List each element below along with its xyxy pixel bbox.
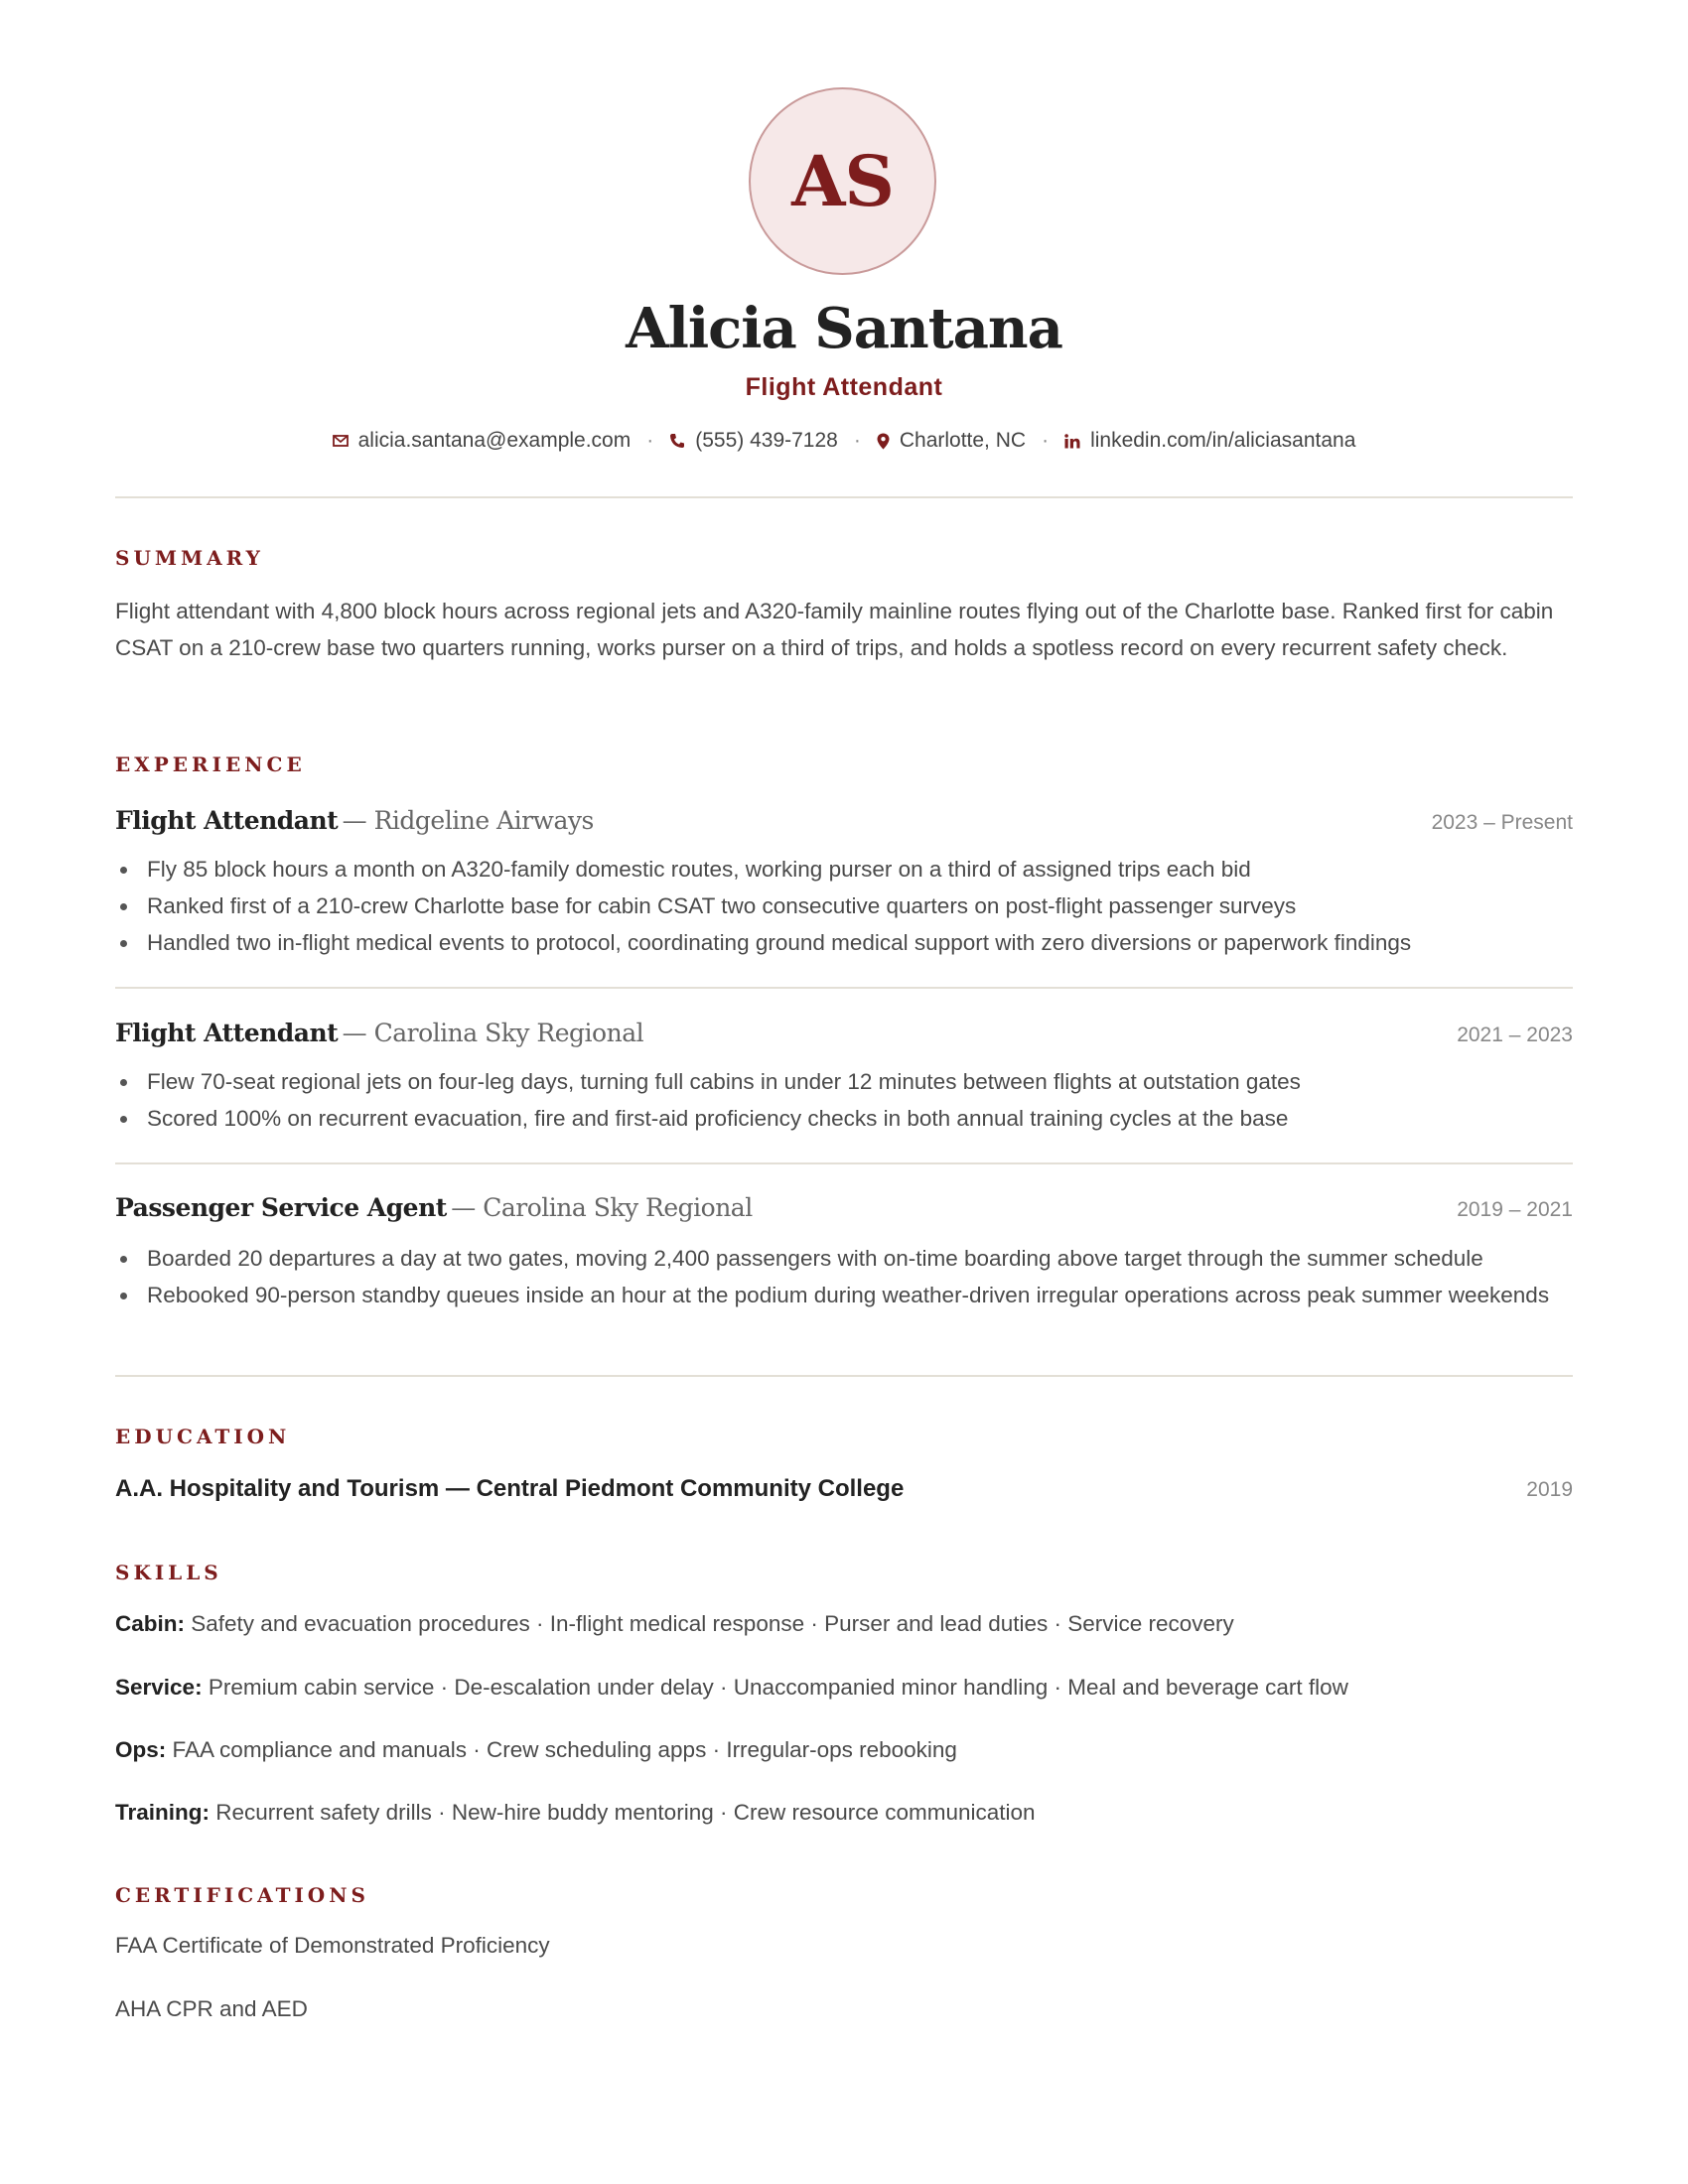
job-bullet: Fly 85 block hours a month on A320-family domestic routes, working purser on a third of assigned trips each bid — [115, 851, 1573, 887]
certification-item: FAA Certificate of Demonstrated Proficiency — [115, 1933, 550, 1958]
job-bullet: Rebooked 90-person standby queues inside an hour at the podium during weather-driven irregular operations across peak summer weekends — [115, 1277, 1573, 1313]
job-company: — Carolina Sky Regional — [451, 1193, 753, 1222]
job-dates: 2021 – 2023 — [1457, 1024, 1573, 1046]
skill-row — [115, 1675, 1573, 1701]
job-divider — [115, 1162, 1573, 1164]
summary-text: Flight attendant with 4,800 block hours across regional jets and A320-family mainline routes flying out of the Charlotte base. Ranked first for cabin CSAT on a 210-crew base two quarters running, works purser on a third of trips, and holds a spotless record on every recurrent safety check. — [115, 599, 1554, 660]
monogram-avatar — [749, 87, 936, 275]
contact-separator: · — [853, 429, 861, 452]
job-dates: 2023 – Present — [1431, 811, 1573, 834]
skills-heading: SKILLS — [115, 1561, 222, 1584]
monogram-initials: AS — [791, 140, 894, 222]
job-bullet: Flew 70-seat regional jets on four-leg days, turning full cabins in under 12 minutes between flights at outstation gates — [115, 1063, 1573, 1100]
job-position — [115, 806, 594, 835]
contact-phone-text: (555) 439-7128 — [695, 429, 838, 452]
skill-row — [115, 1800, 1573, 1826]
mail-icon — [333, 435, 349, 447]
job-divider — [115, 987, 1573, 989]
job-bullet: Scored 100% on recurrent evacuation, fire and first-aid proficiency checks in both annual training cycles at the base — [115, 1100, 1573, 1137]
skill-category: Cabin: — [115, 1611, 185, 1636]
contact-separator: · — [1042, 429, 1050, 452]
linkedin-icon — [1064, 434, 1080, 449]
education-entry — [115, 1475, 1573, 1503]
skill-list: Recurrent safety drills · New-hire buddy mentoring · Crew resource communication — [215, 1800, 1036, 1825]
job-bullet: Boarded 20 departures a day at two gates, moving 2,400 passengers with on-time boarding above target through the summer schedule — [115, 1240, 1573, 1277]
contact-phone[interactable] — [669, 429, 838, 453]
contact-location — [877, 429, 1026, 453]
job-entry-header — [115, 1019, 1573, 1047]
job-dates: 2019 – 2021 — [1457, 1198, 1573, 1221]
skill-row — [115, 1737, 1573, 1763]
summary-heading: SUMMARY — [115, 546, 264, 570]
header-divider — [115, 496, 1573, 498]
skill-category: Ops: — [115, 1737, 167, 1762]
contact-separator: · — [646, 429, 654, 452]
job-position — [115, 1019, 643, 1047]
contact-row — [115, 429, 1573, 453]
job-bullet-list — [115, 851, 1573, 961]
education-degree: A.A. Hospitality and Tourism — Central Piedmont Community College — [115, 1475, 905, 1502]
certifications-heading: CERTIFICATIONS — [115, 1883, 369, 1907]
candidate-role: Flight Attendant — [745, 373, 943, 401]
contact-email-text: alicia.santana@example.com — [357, 429, 632, 452]
experience-heading: EXPERIENCE — [115, 752, 306, 776]
certification-item: AHA CPR and AED — [115, 1996, 308, 2021]
contact-location-text: Charlotte, NC — [899, 429, 1027, 452]
education-heading: EDUCATION — [115, 1425, 291, 1448]
job-title: Flight Attendant — [115, 1019, 339, 1047]
contact-linkedin[interactable] — [1064, 429, 1355, 453]
skill-category: Training: — [115, 1800, 210, 1825]
education-year: 2019 — [1526, 1478, 1573, 1501]
skill-category: Service: — [115, 1675, 203, 1700]
job-entry-header — [115, 806, 1573, 835]
job-bullet: Handled two in-flight medical events to protocol, coordinating ground medical support with zero diversions or paperwork findings — [115, 924, 1573, 961]
contact-linkedin-text: linkedin.com/in/aliciasantana — [1090, 429, 1356, 452]
phone-icon — [669, 433, 685, 449]
contact-email[interactable] — [333, 429, 632, 453]
location-pin-icon — [877, 433, 890, 450]
job-company: — Carolina Sky Regional — [342, 1019, 644, 1047]
job-bullet: Ranked first of a 210-crew Charlotte base for cabin CSAT two consecutive quarters on post-flight passenger surveys — [115, 887, 1573, 924]
job-entry-header — [115, 1193, 1573, 1222]
job-title: Flight Attendant — [115, 806, 339, 835]
skill-list: Premium cabin service · De-escalation under delay · Unaccompanied minor handling · Meal and beverage cart flow — [208, 1675, 1348, 1700]
candidate-name: Alicia Santana — [626, 296, 1062, 361]
skill-list: FAA compliance and manuals · Crew scheduling apps · Irregular-ops rebooking — [172, 1737, 957, 1762]
skill-row — [115, 1611, 1573, 1637]
job-bullet-list — [115, 1063, 1573, 1137]
job-title: Passenger Service Agent — [115, 1193, 447, 1222]
job-bullet-list — [115, 1240, 1573, 1313]
job-position — [115, 1193, 753, 1222]
skill-list: Safety and evacuation procedures · In-flight medical response · Purser and lead duties · Service recovery — [191, 1611, 1234, 1636]
job-company: — Ridgeline Airways — [342, 806, 594, 835]
experience-divider — [115, 1375, 1573, 1377]
